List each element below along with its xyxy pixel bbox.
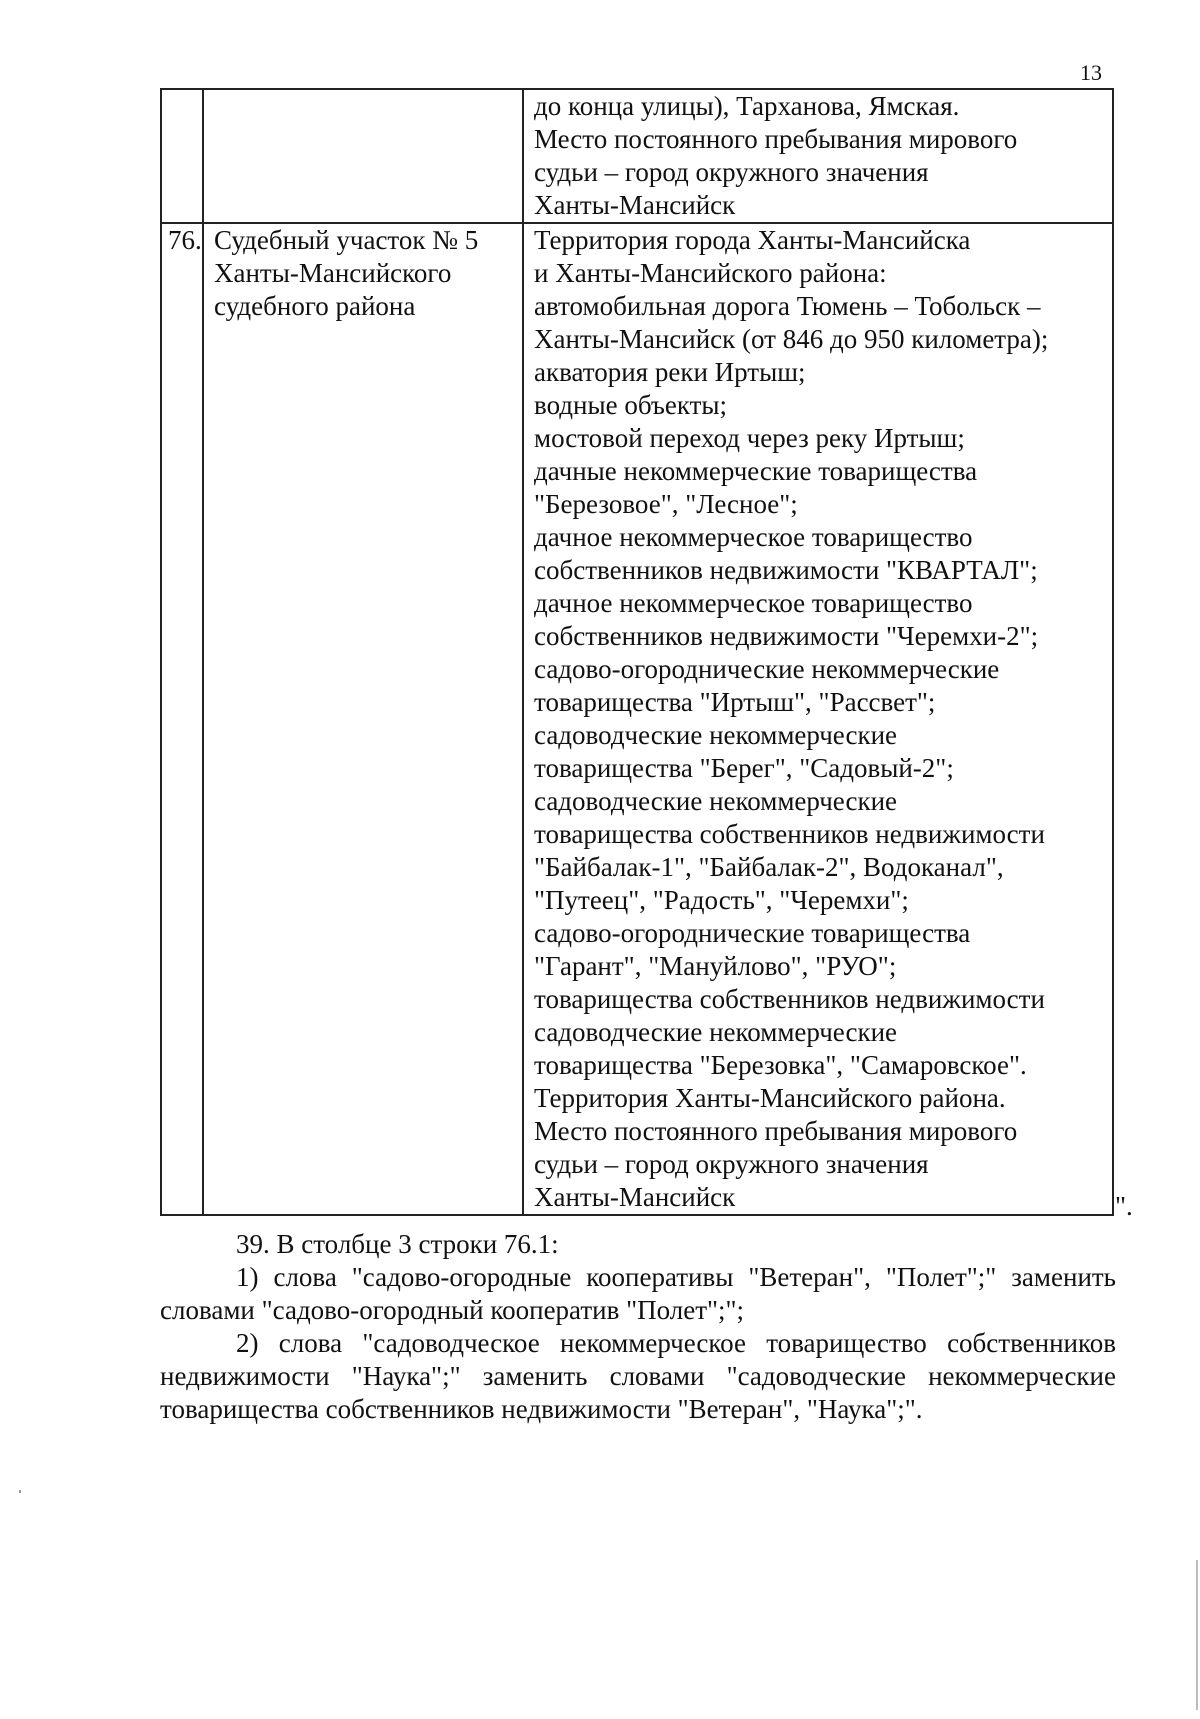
- cell-number-empty: [161, 89, 203, 223]
- territory-line: "Гарант", "Мануйлово", "РУО";: [534, 951, 897, 981]
- territory-line: Территория Ханты-Мансийского района.: [534, 1083, 1006, 1113]
- territory-line: акватория реки Иртыш;: [534, 357, 806, 387]
- territory-line: Место постоянного пребывания мирового: [534, 124, 1018, 154]
- page-number: 13: [1080, 60, 1102, 85]
- territory-line: "Байбалак-1", "Байбалак-2", Водоканал",: [534, 852, 1004, 882]
- amendment-heading: [160, 1228, 1192, 1261]
- territory-line: мостовой переход через реку Иртыш;: [534, 423, 965, 453]
- territory-line: садоводческие некоммерческие: [534, 786, 897, 816]
- territory-line: судьи – город окружного значения: [534, 157, 929, 187]
- territory-line: судьи – город окружного значения: [534, 1149, 929, 1179]
- row-number: 76.: [161, 223, 203, 1215]
- territory-line: товарищества собственников недвижимости: [534, 984, 1045, 1014]
- territory-line: садово-огороднические товарищества: [534, 918, 971, 948]
- territory-line: товарищества собственников недвижимости: [534, 819, 1045, 849]
- territory-line: Ханты-Мансийск: [534, 190, 736, 220]
- name-line: Судебный участок № 5: [214, 225, 479, 255]
- territory-line: "Путеец", "Радость", "Черемхи";: [534, 885, 909, 915]
- closing-quote-mark: ".: [1115, 1191, 1133, 1221]
- amendment-line: 2) слова "садоводческое некоммерческое товарищество собственников: [236, 1328, 1116, 1358]
- scan-speck: [19, 1490, 21, 1493]
- table-row-continuation: [161, 89, 1113, 223]
- territory-line: дачные некоммерческие товарищества: [534, 456, 978, 486]
- amendment-heading-text: 39. В столбце 3 строки 76.1:: [236, 1229, 559, 1259]
- territory-line: автомобильная дорога Тюмень – Тобольск –: [534, 291, 1041, 321]
- territory-line: Территория города Ханты-Мансийска: [534, 225, 971, 255]
- territory-line: собственников недвижимости "КВАРТАЛ";: [534, 555, 1038, 585]
- territory-line: дачное некоммерческое товарищество: [534, 522, 973, 552]
- name-line: судебного района: [214, 291, 416, 321]
- table-row-76: [161, 223, 1113, 1215]
- amendment-line: недвижимости "Наука";" заменить словами "садоводческие некоммерческие: [160, 1361, 1116, 1391]
- scan-edge-mark: [1196, 1560, 1198, 1710]
- territory-line: собственников недвижимости "Черемхи-2";: [534, 621, 1039, 651]
- amendment-line: 1) слова "садово-огородные кооперативы "Ветеран", "Полет";" заменить: [236, 1262, 1116, 1292]
- amendment-item-2: [160, 1327, 1116, 1426]
- cell-territory: [523, 223, 1113, 1215]
- amendment-item-1: [160, 1261, 1116, 1327]
- territory-line: до конца улицы), Тарханова, Ямская.: [534, 91, 960, 121]
- territory-line: товарищества "Иртыш", "Рассвет";: [534, 687, 936, 717]
- territory-line: садово-огороднические некоммерческие: [534, 654, 1000, 684]
- territory-line: садоводческие некоммерческие: [534, 1017, 897, 1047]
- territory-line: товарищества "Берег", "Садовый-2";: [534, 753, 954, 783]
- amendment-line: товарищества собственников недвижимости "Ветеран", "Наука";".: [160, 1394, 923, 1424]
- territory-line: садоводческие некоммерческие: [534, 720, 897, 750]
- territory-line: Ханты-Мансийск: [534, 1182, 736, 1212]
- territory-line: товарищества "Березовка", "Самаровское".: [534, 1050, 1027, 1080]
- territory-line: Ханты-Мансийск (от 846 до 950 километра);: [534, 324, 1049, 354]
- cell-court-district-name: [203, 223, 523, 1215]
- cell-name-empty: [203, 89, 523, 223]
- territory-line: Место постоянного пребывания мирового: [534, 1116, 1018, 1146]
- amendment-line: словами "садово-огородный кооператив "Полет";";: [160, 1295, 745, 1325]
- name-line: Ханты-Мансийского: [214, 258, 452, 288]
- jurisdiction-table: [160, 88, 1114, 1216]
- territory-line: водные объекты;: [534, 390, 728, 420]
- territory-line: и Ханты-Мансийского района:: [534, 258, 887, 288]
- cell-territory-continuation: [523, 89, 1113, 223]
- territory-line: "Березовое", "Лесное";: [534, 489, 798, 519]
- territory-line: дачное некоммерческое товарищество: [534, 588, 973, 618]
